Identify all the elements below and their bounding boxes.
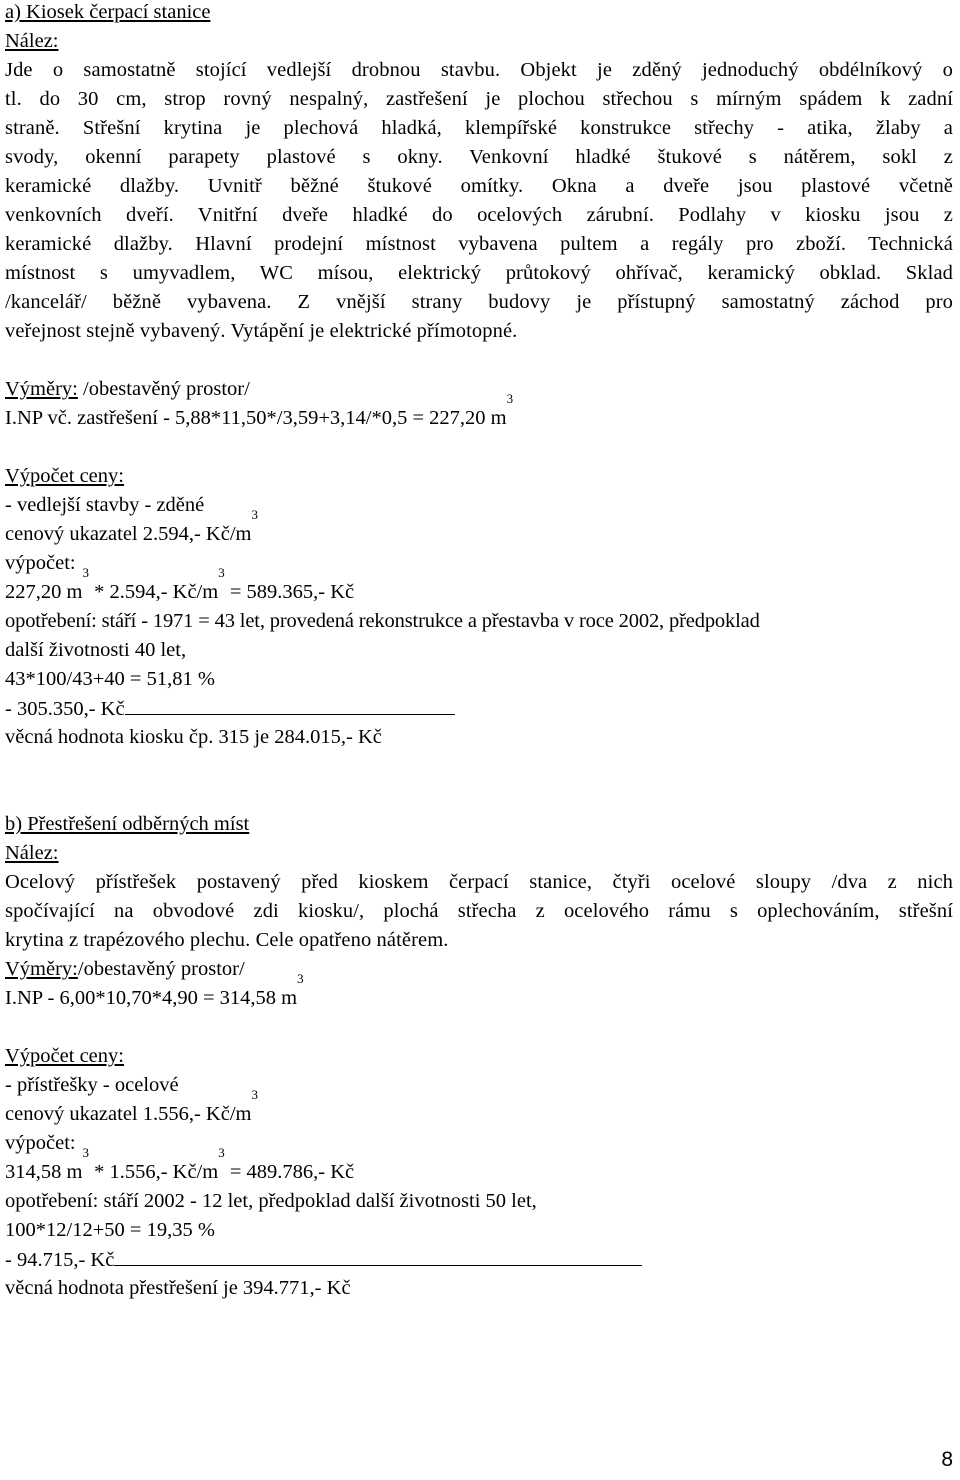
section-a-price-label: Výpočet ceny: xyxy=(5,465,124,487)
section-b-description xyxy=(5,868,953,955)
section-a-measure-line: I.NP vč. zastřešení - 5,88*11,50*/3,59+3,14/*0,5 = 227,20 $m^3$ xyxy=(5,391,514,429)
section-a-measure-label: Výměry: /obestavěný prostor/ xyxy=(5,378,250,400)
section-b-wear-formula: 100*12/12+50 = 19,35 % xyxy=(5,1219,215,1241)
section-a-finding-label: Nález: xyxy=(5,30,59,52)
paragraph-line: spočívající na obvodové zdi kiosku/, plochá střecha z ocelového rámu s oplechováním, střešní xyxy=(5,900,953,922)
section-a-category: - vedlejší stavby - zděné xyxy=(5,494,205,516)
section-a-heading: a) Kiosek čerpací stanice xyxy=(5,1,211,23)
section-b-category: - přístřešky - ocelové xyxy=(5,1074,179,1096)
section-b-wear-line: opotřebení: stáří 2002 - 12 let, předpoklad další životnosti 50 let, xyxy=(5,1190,537,1212)
section-b-measure-label: Výměry:/obestavěný prostor/ xyxy=(5,958,245,980)
section-a-wear-line-2: další životnosti 40 let, xyxy=(5,639,187,661)
section-a-calc: 227,20 $m^3 * 2.594,-$ $Kč/m^3 = 589.365,-$ Kč xyxy=(5,565,355,603)
section-a-wear-formula: 43*100/43+40 = 51,81 % xyxy=(5,668,215,690)
section-b-heading: b) Přestřešení odběrných míst xyxy=(5,813,250,835)
paragraph-line: veřejnost stejně vybavený. Vytápění je elektrické přímotopné. xyxy=(5,320,518,342)
section-a-result: věcná hodnota kiosku čp. 315 je 284.015,- Kč xyxy=(5,726,382,748)
paragraph-line: /kancelář/ běžně vybavena. Z vnější strany budovy je přístupný samostatný záchod pro xyxy=(5,291,953,313)
section-b-finding-label: Nález: xyxy=(5,842,59,864)
paragraph-line: tl. do 30 cm, strop rovný nespalný, zastřešení je plochou střechou s mírným spádem k zadní xyxy=(5,88,953,110)
paragraph-line: Jde o samostatně stojící vedlejší drobnou stavbu. Objekt je zděný jednoduchý obdélníkový o xyxy=(5,59,953,81)
section-a-indicator: cenový ukazatel 2.594,- $Kč/m^3$ xyxy=(5,507,258,545)
section-a-wear-line: opotřebení: stáří - 1971 = 43 let, provedená rekonstrukce a přestavba v roce 2002, předpoklad xyxy=(5,610,760,632)
section-b-result: věcná hodnota přestřešení je 394.771,- Kč xyxy=(5,1277,351,1299)
paragraph-line: venkovních dveří. Vnitřní dveře hladké do ocelových zárubní. Podlahy v kiosku jsou z xyxy=(5,204,953,226)
underline-rule xyxy=(114,1245,642,1266)
section-b-deduction: - 94.715,- Kč xyxy=(5,1245,955,1274)
section-a-deduction: - 305.350,- Kč xyxy=(5,694,955,723)
section-b-calc-label: výpočet: xyxy=(5,1132,76,1154)
document-page xyxy=(5,0,955,1303)
paragraph-line: keramické dlažby. Uvnitř běžné štukové omítky. Okna a dveře jsou plastové včetně xyxy=(5,175,953,197)
paragraph-line: svody, okenní parapety plastové s okny. Venkovní hladké štukové s nátěrem, sokl z xyxy=(5,146,953,168)
section-b-indicator: cenový ukazatel 1.556,- $Kč/m^3$ xyxy=(5,1087,258,1125)
paragraph-line: krytina z trapézového plechu. Cele opatřeno nátěrem. xyxy=(5,929,449,951)
section-b-measure-line: I.NP - 6,00*10,70*4,90 = 314,58 $m^3$ xyxy=(5,971,304,1009)
section-a-description xyxy=(5,56,953,346)
paragraph-line: Ocelový přístřešek postavený před kioskem čerpací stanice, čtyři ocelové sloupy /dva z nich xyxy=(5,871,953,893)
underline-rule xyxy=(125,694,455,715)
section-b-price-label: Výpočet ceny: xyxy=(5,1045,124,1067)
paragraph-line: straně. Střešní krytina je plechová hladká, klempířské konstrukce střechy - atika, žlaby a xyxy=(5,117,953,139)
paragraph-line: keramické dlažby. Hlavní prodejní místnost vybavena pultem a regály pro zboží. Technická xyxy=(5,233,953,255)
paragraph-line: místnost s umyvadlem, WC mísou, elektrický průtokový ohřívač, keramický obklad. Sklad xyxy=(5,262,953,284)
section-b-calc: 314,58 $m^3 * 1.556,-$ $Kč/m^3 = 489.786,-$ Kč xyxy=(5,1145,355,1183)
page-number: 8 xyxy=(941,1448,953,1471)
section-a-calc-label: výpočet: xyxy=(5,552,76,574)
